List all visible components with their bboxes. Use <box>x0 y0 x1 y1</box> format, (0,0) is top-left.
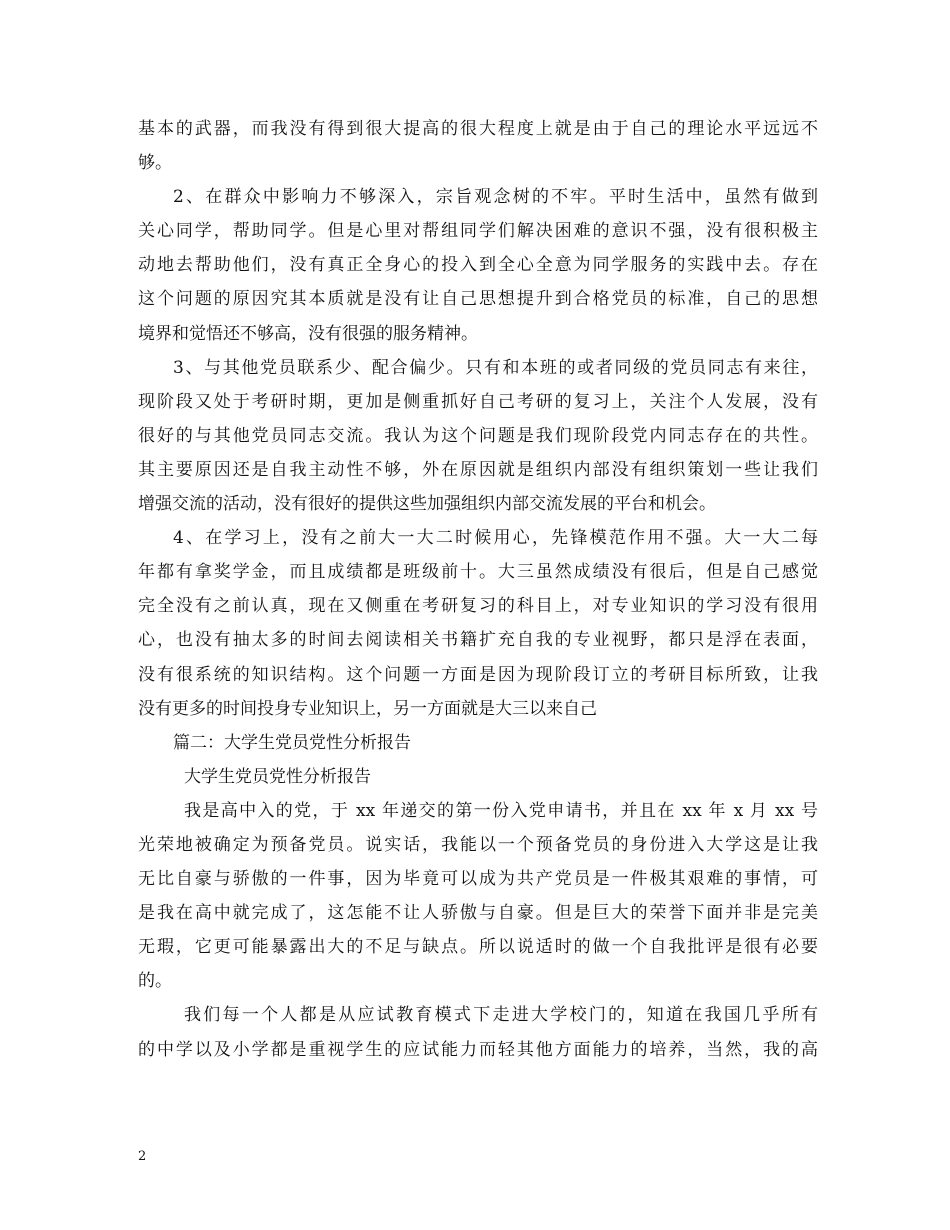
text-line: 这个问题的原因究其本质就是没有让自己思想提升到合格党员的标准，自己的思想 <box>138 289 818 310</box>
text-line: 其主要原因还是自我主动性不够，外在原因就是组织内部没有组织策划一些让我们 <box>138 459 818 480</box>
text-line: 现阶段又处于考研时期，更加是侧重抓好自己考研的复习上，关注个人发展，没有 <box>138 391 818 412</box>
text-line: 4、在学习上，没有之前大一大二时候用心，先锋模范作用不强。大一大二每 <box>173 528 818 549</box>
text-line: 光荣地被确定为预备党员。说实话，我能以一个预备党员的身份进入大学这是让我 <box>138 834 818 855</box>
text-line: 完全没有之前认真，现在又侧重在考研复习的科目上，对专业知识的学习没有很用 <box>138 596 818 617</box>
page-number: 2 <box>138 1149 147 1164</box>
section-heading: 篇二：大学生党员党性分析报告 <box>173 732 411 753</box>
text-line: 我是高中入的党，于 xx 年递交的第一份入党申请书，并且在 xx 年 x 月 xx 号 <box>184 800 818 821</box>
text-line: 没有更多的时间投身专业知识上，另一方面就是大三以来自己 <box>138 698 597 719</box>
text-line: 动地去帮助他们，没有真正全身心的投入到全心全意为同学服务的实践中去。存在 <box>138 255 818 276</box>
text-line: 年都有拿奖学金，而且成绩都是班级前十。大三虽然成绩没有很后，但是自己感觉 <box>138 562 818 583</box>
text-line: 是我在高中就完成了，这怎能不让人骄傲与自豪。但是巨大的荣誉下面并非是完美 <box>138 903 818 924</box>
document-title: 大学生党员党性分析报告 <box>184 766 371 787</box>
text-line: 的中学以及小学都是重视学生的应试能力而轻其他方面能力的培养，当然，我的高 <box>138 1039 818 1060</box>
text-line: 无比自豪与骄傲的一件事，因为毕竟可以成为共产党员是一件极其艰难的事情，可 <box>138 869 818 890</box>
text-line: 增强交流的活动，没有很好的提供这些加强组织内部交流发展的平台和机会。 <box>138 494 716 515</box>
text-line: 无瑕，它更可能暴露出大的不足与缺点。所以说适时的做一个自我批评是很有必要 <box>138 937 818 958</box>
text-line: 我们每一个人都是从应试教育模式下走进大学校门的，知道在我国几乎所有 <box>184 1005 818 1026</box>
document-body <box>138 112 818 1067</box>
text-line: 心，也没有抽太多的时间去阅读相关书籍扩充自我的专业视野，都只是浮在表面， <box>138 630 818 651</box>
text-line: 境界和觉悟还不够高，没有很强的服务精神。 <box>138 323 478 344</box>
text-line: 基本的武器，而我没有得到很大提高的很大程度上就是由于自己的理论水平远远不 <box>138 119 818 139</box>
text-line: 没有很系统的知识结构。这个问题一方面是因为现阶段订立的考研目标所致，让我 <box>138 664 818 685</box>
text-line: 的。 <box>138 971 172 992</box>
text-line: 够。 <box>138 153 172 174</box>
text-line: 3、与其他党员联系少、配合偏少。只有和本班的或者同级的党员同志有来往， <box>173 357 818 378</box>
text-line: 很好的与其他党员同志交流。我认为这个问题是我们现阶段党内同志存在的共性。 <box>138 425 818 446</box>
text-line: 2、在群众中影响力不够深入，宗旨观念树的不牢。平时生活中，虽然有做到 <box>173 187 818 208</box>
text-line: 关心同学，帮助同学。但是心里对帮组同学们解决困难的意识不强，没有很积极主 <box>138 221 818 242</box>
